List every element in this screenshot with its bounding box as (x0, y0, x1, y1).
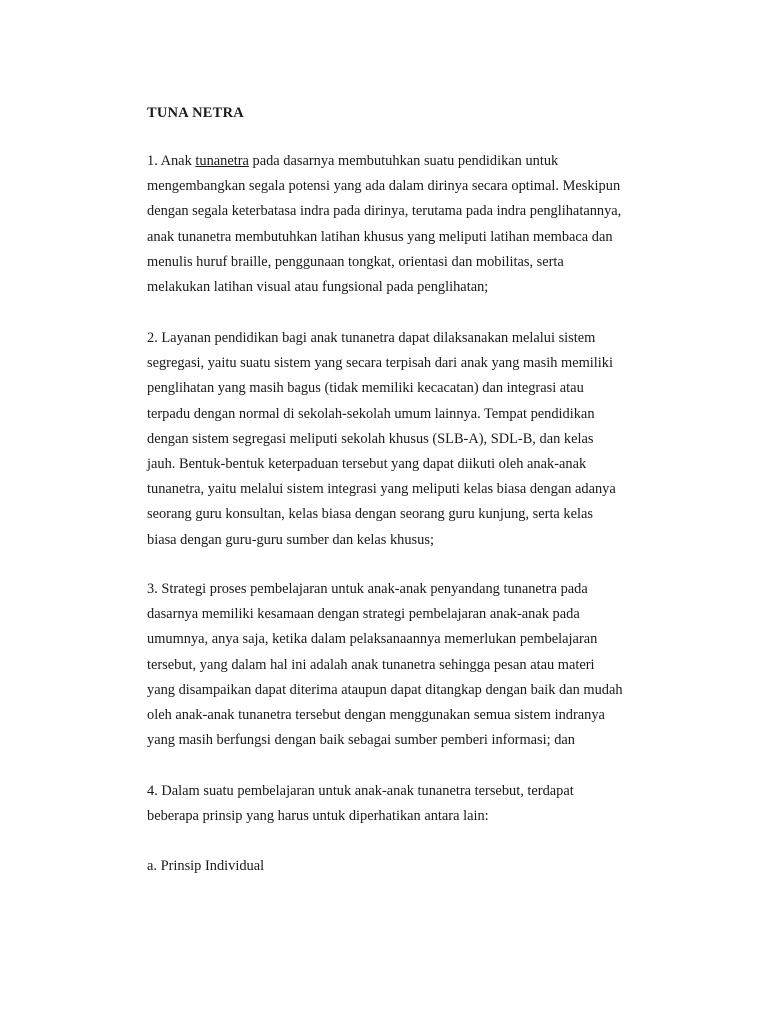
paragraph-line: dasarnya memiliki kesamaan dengan strategi pembelajaran anak-anak pada (147, 606, 580, 623)
paragraph-line: penglihatan yang masih bagus (tidak memiliki kecacatan) dan integrasi atau (147, 380, 584, 397)
paragraph-line: biasa dengan guru-guru sumber dan kelas khusus; (147, 531, 434, 548)
paragraph-line: 3. Strategi proses pembelajaran untuk anak-anak penyandang tunanetra pada (147, 581, 588, 597)
line-text: pada dasarnya membutuhkan suatu pendidikan untuk (248, 153, 559, 169)
paragraph-3 (147, 577, 677, 753)
paragraph-line: melakukan latihan visual atau fungsional pada penglihatan; (147, 279, 489, 296)
paragraph-line: a. Prinsip Individual (147, 858, 265, 874)
paragraph-line (147, 149, 677, 174)
paragraph-1 (147, 149, 677, 300)
tunanetra-link[interactable]: tunanetra (195, 153, 249, 169)
paragraph-line: mengembangkan segala potensi yang ada dalam dirinya secara optimal. Meskipun (147, 178, 621, 195)
paragraph-line: segregasi, yaitu suatu sistem yang secara terpisah dari anak yang masih memiliki (147, 355, 613, 372)
paragraph-line: 2. Layanan pendidikan bagi anak tunanetra dapat dilaksanakan melalui sistem (147, 330, 596, 346)
paragraph-line: dengan sistem segregasi meliputi sekolah khusus (SLB-A), SDL-B, dan kelas (147, 430, 594, 447)
paragraph-line: 4. Dalam suatu pembelajaran untuk anak-anak tunanetra tersebut, terdapat (147, 783, 574, 799)
paragraph-line: beberapa prinsip yang harus untuk diperhatikan antara lain: (147, 808, 489, 825)
paragraph-line: dengan segala keterbatasa indra pada dirinya, terutama pada indra penglihatannya, (147, 203, 622, 220)
paragraph-line: yang disampaikan dapat diterima ataupun dapat ditangkap dengan baik dan mudah (147, 681, 623, 698)
paragraph-line: seorang guru konsultan, kelas biasa dengan seorang guru kunjung, serta kelas (147, 506, 593, 523)
paragraph-line: menulis huruf braille, penggunaan tongkat, orientasi dan mobilitas, serta (147, 253, 564, 270)
paragraph-line: jauh. Bentuk-bentuk keterpaduan tersebut yang dapat diikuti oleh anak-anak (147, 456, 587, 473)
paragraph-line: umumnya, anya saja, ketika dalam pelaksanaannya memerlukan pembelajaran (147, 631, 598, 648)
paragraph-4 (147, 779, 677, 829)
paragraph-2 (147, 326, 677, 553)
paragraph-line: anak tunanetra membutuhkan latihan khusus yang meliputi latihan membaca dan (147, 228, 613, 245)
paragraph-line: yang masih berfungsi dengan baik sebagai sumber pemberi informasi; dan (147, 732, 576, 749)
paragraph-line: tersebut, yang dalam hal ini adalah anak tunanetra sehingga pesan atau materi (147, 656, 595, 673)
document-title: TUNA NETRA (147, 105, 244, 121)
line-text: 1. Anak (147, 153, 196, 169)
paragraph-line: oleh anak-anak tunanetra tersebut dengan menggunakan semua sistem indranya (147, 707, 605, 724)
paragraph-line: terpadu dengan normal di sekolah-sekolah umum lainnya. Tempat pendidikan (147, 405, 595, 422)
paragraph-line: tunanetra, yaitu melalui sistem integrasi yang meliputi kelas biasa dengan adanya (147, 481, 616, 498)
list-item-a (147, 854, 677, 879)
